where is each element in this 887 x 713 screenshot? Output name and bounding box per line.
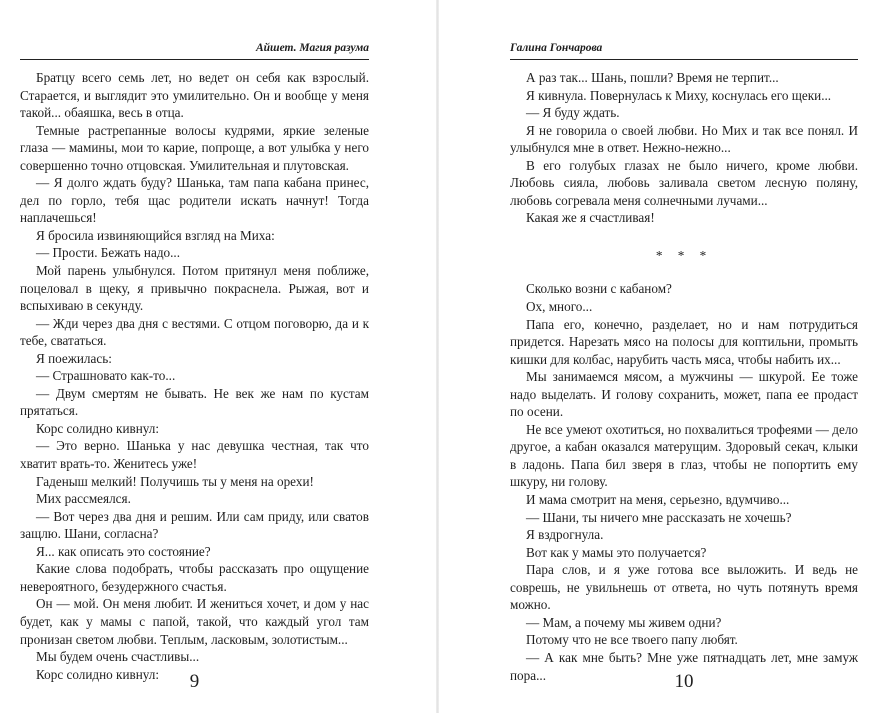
paragraph: И мама смотрит на меня, серьезно, вдумчиво... (526, 492, 790, 508)
paragraph: А раз так... Шань, пошли? Время не терпит... (526, 70, 779, 85)
paragraph: Гаденыш мелкий! Получишь ты у меня на орехи! (36, 473, 314, 489)
page-number-right: 10 (674, 671, 694, 692)
paragraph: Вот как у мамы это получается? (526, 544, 707, 560)
paragraph: Какая же я счастливая! (526, 210, 655, 226)
paragraph: Я кивнула. Повернулась к Миху, коснулась его щеки... (526, 87, 832, 103)
paragraph: Я не говорила о своей любви. Но Мих и так все понял. И улыбнулся мне в ответ. Нежно-нежно... (510, 122, 858, 156)
header-rule (510, 59, 858, 60)
book-gutter (436, 0, 439, 713)
paragraph: Мой парень улыбнулся. Потом притянул меня поближе, поцеловал в щеку, я привычно покраснела. Рыжая, вот и вспыхиваю в секунду. (20, 263, 369, 314)
right-page-text (510, 69, 858, 684)
page-number-left: 9 (189, 671, 200, 692)
running-header-left: Айшет. Магия разума (255, 42, 369, 54)
paragraph: — Страшновато как-то... (36, 368, 176, 384)
left-page (20, 0, 369, 713)
paragraph: Темные растрепанные волосы кудрями, яркие зеленые глаза — мамины, мои то карие, попроще, а вот улыбка у него совершенно точно отцовская. Умилительная и плутовская. (20, 122, 369, 173)
paragraph: Сколько возни с кабаном? (526, 281, 672, 297)
paragraph: — Мам, а почему мы живем одни? (526, 614, 722, 630)
paragraph: — Я долго ждать буду? Шанька, там папа кабана принес, дел по горло, тебя щас родители искать начнут! Тогда наплачешься! (20, 175, 369, 226)
paragraph: — Жди через два дня с вестями. С отцом поговорю, да и к тебе, свататься. (20, 315, 369, 349)
paragraph: — Прости. Бежать надо... (36, 245, 181, 261)
paragraph: Я поежилась: (36, 350, 112, 366)
running-header-right: Галина Гончарова (510, 42, 603, 54)
paragraph: В его голубых глазах не было ничего, кроме любви. Любовь сияла, любовь заливала светом лесную поляну, любовь согревала меня солнечными лучами... (510, 157, 858, 208)
paragraph: Мы занимаемся мясом, а мужчины — шкурой. Ее тоже надо выделать. И голову сохранить, может, папа ее продаст по осени. (510, 369, 858, 420)
paragraph: — Вот через два дня и решим. Или сам приду, или сватов защлю. Шани, согласна? (20, 508, 369, 542)
paragraph: Мих рассмеялся. (36, 491, 131, 507)
paragraph: — Я буду ждать. (526, 105, 620, 121)
paragraph: Потому что не все твоего папу любят. (526, 632, 738, 648)
paragraph: Корс солидно кивнул: (36, 666, 160, 682)
paragraph: Ох, много... (526, 299, 593, 315)
paragraph: Я... как описать это состояние? (36, 543, 211, 559)
paragraph: — Шани, ты ничего мне рассказать не хочешь? (526, 509, 792, 525)
header-rule (20, 59, 369, 60)
paragraph: — Двум смертям не бывать. Не век же нам по кустам прятаться. (20, 385, 369, 419)
paragraph: Корс солидно кивнул: (36, 420, 160, 436)
paragraph: Папа его, конечно, разделает, но и нам потрудиться придется. Нарезать мясо на полосы для коптильни, промыть кишки для колбас, нарубить часть мяса, чтобы набить их... (510, 316, 858, 367)
right-page (510, 0, 858, 713)
section-separator: * * * (655, 247, 713, 263)
paragraph: Я вздрогнула. (526, 527, 604, 543)
paragraph: Братцу всего семь лет, но ведет он себя как взрослый. Старается, и выглядит это умилительно. Он и вообще у меня такой... обаяшка, весь в отца. (20, 70, 369, 121)
paragraph: Я бросила извиняющийся взгляд на Миха: (36, 227, 275, 243)
paragraph: — Это верно. Шанька у нас девушка честная, так что хватит врать-то. Женитесь уже! (20, 438, 369, 472)
paragraph: Не все умеют охотиться, но похвалиться трофеями — дело другое, а кабан оказался матерущим. Здоровый секач, клыки в ладонь. Папа бил зверя в глаз, чтобы не попортить ему шкуру, ни голову. (510, 421, 858, 490)
paragraph: Он — мой. Он меня любит. И жениться хочет, и дом у нас будет, как у мамы с папой, такой, что каждый угол там пронизан светом любви. Теплым, ласковым, золотистым... (20, 596, 369, 647)
left-page-text (20, 69, 369, 683)
paragraph: Пара слов, и я уже готова все выложить. И ведь не соврешь, не увильнешь от ответа, но чуть потянуть время можно. (510, 562, 858, 613)
paragraph: Мы будем очень счастливы... (36, 649, 200, 665)
paragraph: Какие слова подобрать, чтобы рассказать про ощущение невероятного, безудержного счастья. (20, 561, 369, 594)
paragraph: — А как мне быть? Мне уже пятнадцать лет, мне замуж пора... (510, 649, 858, 683)
